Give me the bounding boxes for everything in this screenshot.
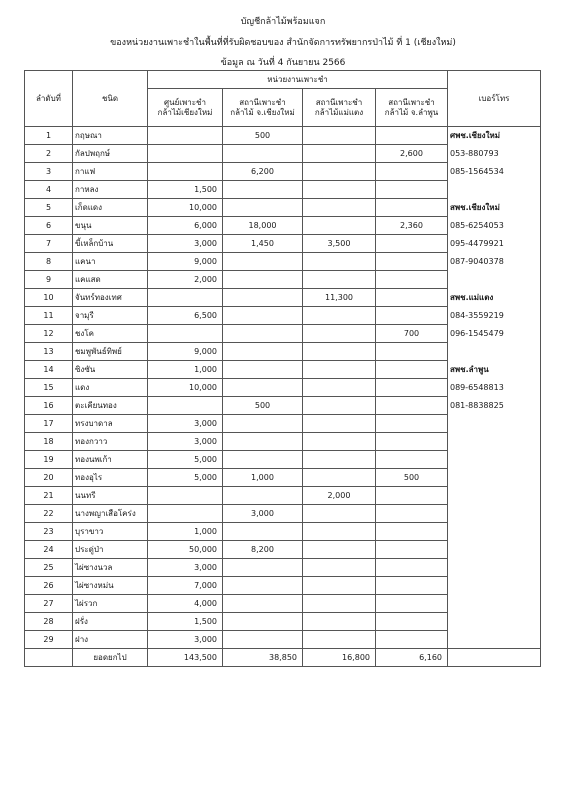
row-phone	[448, 469, 541, 487]
row-unit-1: 6,500	[148, 307, 223, 325]
row-unit-2	[223, 145, 303, 163]
total-label: ยอดยกไป	[73, 649, 148, 667]
table-row	[25, 451, 541, 469]
row-number: 26	[25, 577, 73, 595]
table-row	[25, 559, 541, 577]
row-unit-4	[376, 397, 448, 415]
row-unit-4	[376, 289, 448, 307]
table-row	[25, 343, 541, 361]
row-species: นนทรี	[73, 487, 148, 505]
table-row	[25, 415, 541, 433]
row-unit-1: 7,000	[148, 577, 223, 595]
row-number: 5	[25, 199, 73, 217]
row-phone: สพช.เชียงใหม่	[448, 199, 541, 217]
row-unit-2	[223, 487, 303, 505]
row-unit-1: 3,000	[148, 559, 223, 577]
row-unit-2	[223, 271, 303, 289]
header-type: ชนิด	[73, 71, 148, 127]
row-species: ทองนพเก้า	[73, 451, 148, 469]
row-phone: 095-4479921	[448, 235, 541, 253]
table-row	[25, 397, 541, 415]
row-unit-3	[303, 631, 376, 649]
row-unit-1: 3,000	[148, 433, 223, 451]
row-unit-2	[223, 613, 303, 631]
row-phone	[448, 523, 541, 541]
header-unit-2-line2: กล้าไม้ จ.เชียงใหม่	[230, 107, 295, 117]
table-row	[25, 505, 541, 523]
row-species: จามุรี	[73, 307, 148, 325]
row-species: เก็ดแดง	[73, 199, 148, 217]
row-unit-4	[376, 559, 448, 577]
row-unit-2	[223, 325, 303, 343]
row-phone: 053-880793	[448, 145, 541, 163]
row-number: 19	[25, 451, 73, 469]
row-number: 28	[25, 613, 73, 631]
row-phone	[448, 271, 541, 289]
total-phone-cell	[448, 649, 541, 667]
table-row	[25, 271, 541, 289]
row-unit-2: 18,000	[223, 217, 303, 235]
row-unit-2: 3,000	[223, 505, 303, 523]
row-phone	[448, 559, 541, 577]
total-no-cell	[25, 649, 73, 667]
row-unit-3	[303, 325, 376, 343]
date-line: ข้อมูล ณ วันที่ 4 กันยายน 2566	[220, 58, 346, 68]
row-species: ตะเคียนทอง	[73, 397, 148, 415]
table-row	[25, 163, 541, 181]
row-unit-4	[376, 613, 448, 631]
row-phone: 081-8838825	[448, 397, 541, 415]
row-unit-1: 50,000	[148, 541, 223, 559]
row-species: กาหลง	[73, 181, 148, 199]
row-unit-1	[148, 397, 223, 415]
table-row	[25, 469, 541, 487]
row-number: 7	[25, 235, 73, 253]
row-unit-3	[303, 181, 376, 199]
row-species: ทรงบาดาล	[73, 415, 148, 433]
row-phone	[448, 505, 541, 523]
row-unit-4	[376, 541, 448, 559]
row-unit-3	[303, 415, 376, 433]
row-unit-4	[376, 451, 448, 469]
header-unit-1-line2: กล้าไม้เชียงใหม่	[157, 107, 213, 117]
total-unit-1: 143,500	[148, 649, 223, 667]
row-unit-4	[376, 415, 448, 433]
row-number: 2	[25, 145, 73, 163]
table-row	[25, 307, 541, 325]
row-number: 17	[25, 415, 73, 433]
row-species: กัลปพฤกษ์	[73, 145, 148, 163]
row-number: 6	[25, 217, 73, 235]
row-unit-1	[148, 487, 223, 505]
row-number: 11	[25, 307, 73, 325]
row-unit-2	[223, 451, 303, 469]
seedling-table	[24, 70, 541, 667]
row-unit-1: 5,000	[148, 469, 223, 487]
row-unit-4	[376, 307, 448, 325]
row-species: ทองอุไร	[73, 469, 148, 487]
row-unit-4	[376, 361, 448, 379]
header-unit-4	[376, 89, 448, 127]
row-unit-2: 500	[223, 397, 303, 415]
row-unit-2: 500	[223, 127, 303, 145]
table-row	[25, 289, 541, 307]
row-unit-2: 8,200	[223, 541, 303, 559]
header-unit-3	[303, 89, 376, 127]
row-unit-2	[223, 253, 303, 271]
row-species: ประดู่ป่า	[73, 541, 148, 559]
row-phone	[448, 415, 541, 433]
row-species: ฝาง	[73, 631, 148, 649]
row-unit-3	[303, 523, 376, 541]
row-number: 3	[25, 163, 73, 181]
row-unit-1	[148, 163, 223, 181]
table-row	[25, 631, 541, 649]
row-number: 4	[25, 181, 73, 199]
row-phone	[448, 181, 541, 199]
row-unit-3	[303, 433, 376, 451]
header-unit-2	[223, 89, 303, 127]
header-unit-4-line2: กล้าไม้ จ.ลำพูน	[384, 107, 439, 117]
row-unit-3: 2,000	[303, 487, 376, 505]
row-unit-3	[303, 199, 376, 217]
table-row	[25, 145, 541, 163]
row-species: ฝรั่ง	[73, 613, 148, 631]
table-row	[25, 253, 541, 271]
table-row	[25, 577, 541, 595]
row-species: แคแสด	[73, 271, 148, 289]
table-row	[25, 361, 541, 379]
row-species: กฤษณา	[73, 127, 148, 145]
header-unit-3-line1: สถานีเพาะชำ	[315, 97, 363, 107]
row-unit-2: 1,000	[223, 469, 303, 487]
row-phone	[448, 487, 541, 505]
row-number: 1	[25, 127, 73, 145]
row-unit-3: 3,500	[303, 235, 376, 253]
row-unit-3	[303, 397, 376, 415]
row-unit-4	[376, 199, 448, 217]
row-unit-2	[223, 595, 303, 613]
row-species: แคนา	[73, 253, 148, 271]
total-unit-2: 38,850	[223, 649, 303, 667]
row-unit-3	[303, 595, 376, 613]
row-species: กาแฟ	[73, 163, 148, 181]
row-unit-1	[148, 325, 223, 343]
row-unit-2	[223, 559, 303, 577]
document-title: บัญชีกล้าไม้พร้อมแจก	[240, 17, 326, 27]
row-phone	[448, 451, 541, 469]
row-phone	[448, 613, 541, 631]
row-phone: สพช.แม่แตง	[448, 289, 541, 307]
table-row	[25, 487, 541, 505]
row-number: 9	[25, 271, 73, 289]
row-phone	[448, 433, 541, 451]
row-unit-2	[223, 343, 303, 361]
header-unit-1	[148, 89, 223, 127]
row-species: ชงโค	[73, 325, 148, 343]
row-unit-4	[376, 379, 448, 397]
row-unit-1: 10,000	[148, 199, 223, 217]
row-phone	[448, 577, 541, 595]
header-unit-4-line1: สถานีเพาะชำ	[388, 97, 435, 107]
header-phone: เบอร์โทร	[448, 71, 541, 127]
row-unit-4: 2,600	[376, 145, 448, 163]
row-unit-4	[376, 271, 448, 289]
row-unit-1	[148, 127, 223, 145]
row-species: จันทร์ทองเทศ	[73, 289, 148, 307]
row-phone: 096-1545479	[448, 325, 541, 343]
row-unit-2	[223, 307, 303, 325]
row-number: 25	[25, 559, 73, 577]
row-unit-4	[376, 127, 448, 145]
row-phone	[448, 343, 541, 361]
row-unit-3	[303, 613, 376, 631]
row-species: ขี้เหล็กบ้าน	[73, 235, 148, 253]
row-unit-2: 6,200	[223, 163, 303, 181]
row-phone: 085-6254053	[448, 217, 541, 235]
row-unit-3	[303, 343, 376, 361]
row-number: 14	[25, 361, 73, 379]
row-phone: สพช.ลำพูน	[448, 361, 541, 379]
row-unit-4	[376, 253, 448, 271]
row-species: ไผ่รวก	[73, 595, 148, 613]
row-unit-3	[303, 163, 376, 181]
row-unit-1: 5,000	[148, 451, 223, 469]
row-unit-2	[223, 379, 303, 397]
row-unit-3	[303, 307, 376, 325]
row-unit-2	[223, 631, 303, 649]
row-species: ทองกวาว	[73, 433, 148, 451]
header-unit-3-line2: กล้าไม้แม่แตง	[314, 107, 364, 117]
row-phone: 089-6548813	[448, 379, 541, 397]
row-unit-1: 9,000	[148, 343, 223, 361]
row-unit-3	[303, 577, 376, 595]
row-phone	[448, 631, 541, 649]
table-row	[25, 541, 541, 559]
row-number: 13	[25, 343, 73, 361]
row-unit-2	[223, 361, 303, 379]
row-unit-4: 500	[376, 469, 448, 487]
row-unit-1: 4,000	[148, 595, 223, 613]
row-number: 21	[25, 487, 73, 505]
row-unit-4	[376, 577, 448, 595]
row-number: 18	[25, 433, 73, 451]
table-row	[25, 613, 541, 631]
row-unit-1	[148, 145, 223, 163]
document-subtitle: ของหน่วยงานเพาะชำในพื้นที่ที่รับผิดชอบของ สำนักจัดการทรัพยากรป่าไม้ ที่ 1 (เชียงใหม่)	[110, 38, 456, 48]
total-unit-3: 16,800	[303, 649, 376, 667]
table-row	[25, 235, 541, 253]
row-unit-4	[376, 595, 448, 613]
row-unit-1: 6,000	[148, 217, 223, 235]
row-number: 8	[25, 253, 73, 271]
row-species: นางพญาเสือโคร่ง	[73, 505, 148, 523]
table-row	[25, 217, 541, 235]
row-unit-4	[376, 181, 448, 199]
row-unit-1: 3,000	[148, 415, 223, 433]
row-species: ไผ่ซางหม่น	[73, 577, 148, 595]
row-unit-2	[223, 289, 303, 307]
row-unit-3	[303, 451, 376, 469]
row-unit-1: 1,000	[148, 523, 223, 541]
table-row	[25, 325, 541, 343]
total-unit-4: 6,160	[376, 649, 448, 667]
row-phone: 084-3559219	[448, 307, 541, 325]
row-unit-3	[303, 145, 376, 163]
header-unit-1-line1: ศูนย์เพาะชำ	[164, 97, 206, 107]
row-number: 12	[25, 325, 73, 343]
row-unit-4	[376, 487, 448, 505]
row-species: บุราขาว	[73, 523, 148, 541]
header-unit-2-line1: สถานีเพาะชำ	[239, 97, 286, 107]
row-unit-4	[376, 505, 448, 523]
table-row	[25, 181, 541, 199]
row-number: 24	[25, 541, 73, 559]
row-unit-3	[303, 127, 376, 145]
row-unit-1: 3,000	[148, 631, 223, 649]
row-unit-3	[303, 505, 376, 523]
row-species: ซิงซัน	[73, 361, 148, 379]
row-number: 10	[25, 289, 73, 307]
row-unit-2	[223, 433, 303, 451]
row-number: 20	[25, 469, 73, 487]
row-phone: 085-1564534	[448, 163, 541, 181]
row-unit-3	[303, 559, 376, 577]
row-unit-1: 1,500	[148, 181, 223, 199]
row-unit-4: 700	[376, 325, 448, 343]
row-unit-4	[376, 433, 448, 451]
row-unit-4: 2,360	[376, 217, 448, 235]
row-unit-1	[148, 505, 223, 523]
header-unit-group: หน่วยงานเพาะชำ	[148, 71, 448, 89]
row-unit-1: 10,000	[148, 379, 223, 397]
row-number: 22	[25, 505, 73, 523]
row-unit-1: 1,500	[148, 613, 223, 631]
table-row	[25, 595, 541, 613]
table-row	[25, 199, 541, 217]
table-row	[25, 433, 541, 451]
row-number: 16	[25, 397, 73, 415]
row-unit-4	[376, 163, 448, 181]
row-unit-3	[303, 217, 376, 235]
row-unit-3	[303, 271, 376, 289]
row-unit-2	[223, 577, 303, 595]
row-unit-2	[223, 523, 303, 541]
row-unit-4	[376, 343, 448, 361]
row-unit-1: 1,000	[148, 361, 223, 379]
row-unit-1	[148, 289, 223, 307]
row-unit-3: 11,300	[303, 289, 376, 307]
row-unit-2	[223, 181, 303, 199]
row-unit-3	[303, 253, 376, 271]
row-number: 15	[25, 379, 73, 397]
table-row	[25, 379, 541, 397]
table-row	[25, 523, 541, 541]
row-unit-4	[376, 631, 448, 649]
row-unit-3	[303, 469, 376, 487]
header-no: ลำดับที่	[25, 71, 73, 127]
row-unit-2: 1,450	[223, 235, 303, 253]
row-number: 27	[25, 595, 73, 613]
row-unit-1: 9,000	[148, 253, 223, 271]
row-phone: ศพช.เชียงใหม่	[448, 127, 541, 145]
row-unit-3	[303, 361, 376, 379]
row-unit-2	[223, 415, 303, 433]
table-row	[25, 127, 541, 145]
row-unit-4	[376, 523, 448, 541]
row-species: แดง	[73, 379, 148, 397]
row-species: ไผ่ซางนวล	[73, 559, 148, 577]
table-body	[25, 127, 541, 649]
row-unit-4	[376, 235, 448, 253]
row-phone	[448, 541, 541, 559]
row-unit-3	[303, 379, 376, 397]
row-unit-2	[223, 199, 303, 217]
row-phone: 087-9040378	[448, 253, 541, 271]
row-phone	[448, 595, 541, 613]
row-unit-1: 2,000	[148, 271, 223, 289]
row-species: ขนุน	[73, 217, 148, 235]
row-unit-3	[303, 541, 376, 559]
row-number: 29	[25, 631, 73, 649]
row-species: ชมพูพันธ์ทิพย์	[73, 343, 148, 361]
row-unit-1: 3,000	[148, 235, 223, 253]
row-number: 23	[25, 523, 73, 541]
